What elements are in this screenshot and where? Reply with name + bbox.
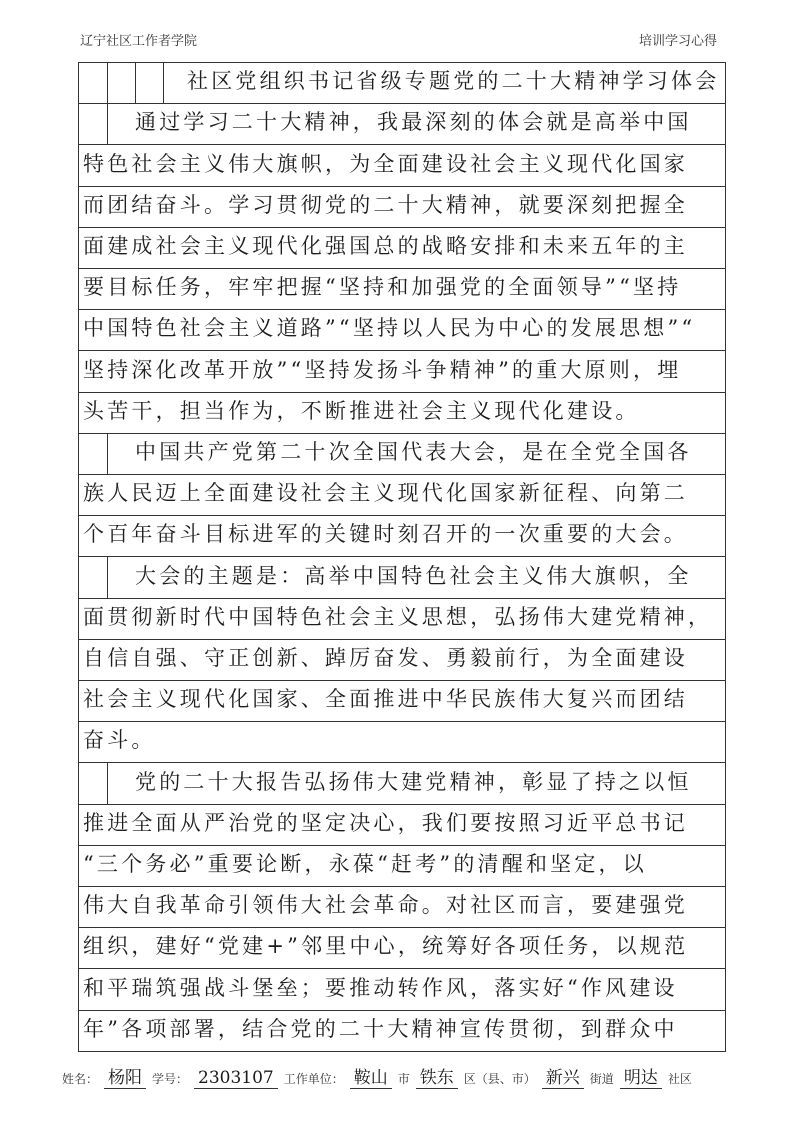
text-line — [79, 475, 725, 516]
text-line — [79, 269, 725, 310]
text-line — [79, 1011, 725, 1052]
name-label: 姓名： — [62, 1072, 99, 1086]
handwritten-text: 社会主义现代化国家、全面推进中华民族伟大复兴而团结 — [83, 687, 688, 712]
school-name: 辽宁社区工作者学院 — [80, 34, 198, 49]
text-line — [79, 351, 725, 392]
text-line — [79, 846, 725, 887]
city-suffix: 市 — [397, 1072, 410, 1086]
handwritten-text: “三个务必”重要论断，永葆“赶考”的清醒和坚定，以 — [83, 851, 647, 876]
handwritten-text: 自信自强、守正创新、踔厉奋发、勇毅前行，为全面建设 — [83, 645, 688, 670]
handwritten-text: 年”各项部署，结合党的二十大精神宣传贯彻，到群众中 — [83, 1016, 678, 1041]
handwritten-text: 中国共产党第二十次全国代表大会，是在全党全国各 — [135, 439, 692, 464]
writing-grid — [78, 62, 726, 1052]
handwritten-text: 特色社会主义伟大旗帜，为全面建设社会主义现代化国家 — [83, 151, 688, 176]
community-value: 明达 — [620, 1063, 662, 1089]
handwritten-text: 面贯彻新时代中国特色社会主义思想，弘扬伟大建党精神， — [83, 604, 713, 629]
id-label: 学号： — [152, 1072, 189, 1086]
ruled-line — [79, 1051, 725, 1052]
text-line — [79, 887, 725, 928]
text-line — [79, 763, 725, 804]
handwritten-text: 奋斗。 — [83, 728, 156, 753]
handwritten-text: 社区党组织书记省级专题党的二十大精神学习体会 — [187, 69, 720, 94]
text-line — [79, 63, 725, 104]
text-line — [79, 145, 725, 186]
text-line — [79, 805, 725, 846]
city-value: 鞍山 — [350, 1063, 392, 1089]
handwritten-text: 推进全面从严治党的坚定决心，我们要按照习近平总书记 — [83, 810, 688, 835]
handwritten-text: 族人民迈上全面建设社会主义现代化国家新征程、向第二 — [83, 481, 688, 506]
text-line — [79, 434, 725, 475]
text-line — [79, 516, 725, 557]
handwritten-text: 通过学习二十大精神，我最深刻的体会就是高举中国 — [135, 110, 692, 135]
unit-label: 工作单位： — [283, 1072, 344, 1086]
text-line — [79, 928, 725, 969]
text-line — [79, 557, 725, 598]
handwritten-text: 坚持深化改革开放”“坚持发扬斗争精神”的重大原则，埋 — [83, 357, 682, 382]
handwritten-text: 伟大自我革命引领伟大社会革命。对社区而言，要建强党 — [83, 893, 688, 918]
handwritten-text: 和平瑞筑强战斗堡垒；要推动转作风，落实好“作风建设 — [83, 975, 678, 1000]
text-line — [79, 640, 725, 681]
text-line — [79, 969, 725, 1010]
handwritten-text: 而团结奋斗。学习贯彻党的二十大精神，就要深刻把握全 — [83, 192, 688, 217]
handwritten-text: 要目标任务，牢牢把握“坚持和加强党的全面领导”“坚持 — [83, 275, 682, 300]
street-value: 新兴 — [542, 1063, 584, 1089]
text-line — [79, 310, 725, 351]
text-line — [79, 187, 725, 228]
text-line — [79, 393, 725, 434]
id-value: 2303107 — [194, 1068, 278, 1089]
handwritten-text: 面建成社会主义现代化强国总的战略安排和未来五年的主 — [83, 233, 688, 258]
handwritten-text: 组织，建好“党建+”邻里中心，统筹好各项任务，以规范 — [83, 934, 689, 959]
street-suffix: 街道 — [589, 1072, 614, 1086]
text-line — [79, 104, 725, 145]
district-suffix: 区（县、市） — [463, 1072, 536, 1086]
text-line — [79, 722, 725, 763]
name-value: 杨阳 — [104, 1063, 146, 1089]
text-line — [79, 599, 725, 640]
text-line — [79, 681, 725, 722]
handwritten-text: 中国特色社会主义道路”“坚持以人民为中心的发展思想”“ — [83, 316, 696, 341]
handwritten-text: 党的二十大报告弘扬伟大建党精神，彰显了持之以恒 — [135, 769, 692, 794]
form-title: 培训学习心得 — [638, 34, 717, 49]
text-line — [79, 228, 725, 269]
district-value: 铁东 — [416, 1063, 458, 1089]
signature-footer — [60, 1063, 694, 1089]
community-suffix: 社区 — [667, 1072, 692, 1086]
handwritten-text: 个百年奋斗目标进军的关键时刻召开的一次重要的大会。 — [83, 522, 688, 547]
handwritten-text: 大会的主题是：高举中国特色社会主义伟大旗帜，全 — [135, 563, 692, 588]
handwritten-text: 头苦干，担当作为，不断推进社会主义现代化建设。 — [83, 398, 640, 423]
